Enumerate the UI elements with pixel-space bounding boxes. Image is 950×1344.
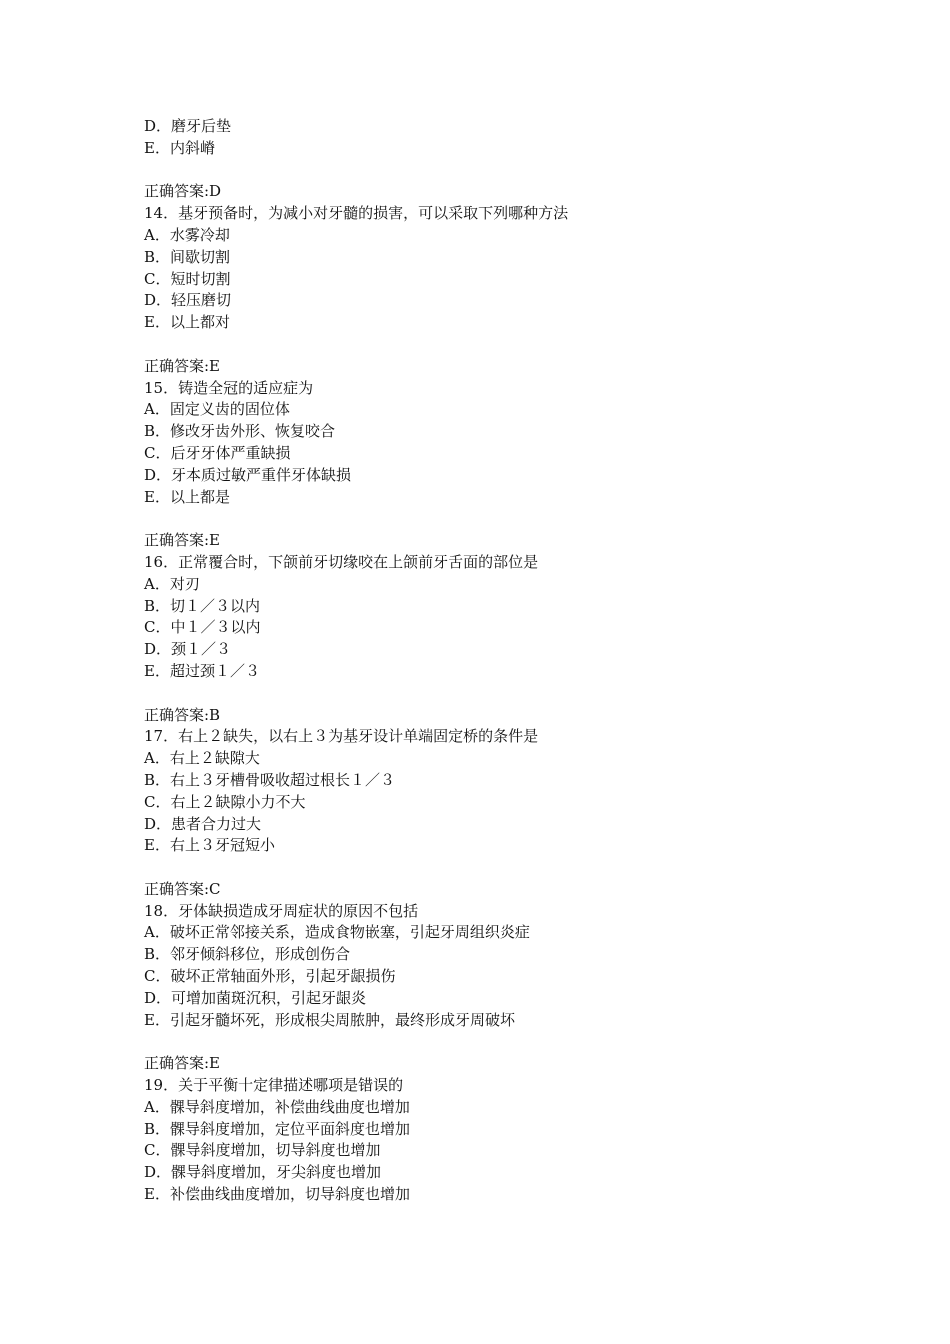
answer-line: 正确答案:E <box>144 356 221 375</box>
option-line: A．对刃 <box>144 574 200 593</box>
option-line: A．髁导斜度增加，补偿曲线曲度也增加 <box>144 1097 410 1116</box>
option-line: C．破坏正常轴面外形，引起牙龈损伤 <box>144 967 396 986</box>
option-line: B．修改牙齿外形、恢复咬合 <box>144 422 336 441</box>
option-line: B．髁导斜度增加，定位平面斜度也增加 <box>144 1119 411 1138</box>
answer-line: 正确答案:C <box>144 879 221 898</box>
option-line: C．中１／３以内 <box>144 618 261 637</box>
question-stem: 17．右上２缺失，以右上３为基牙设计单端固定桥的条件是 <box>144 727 539 746</box>
question-stem: 14．基牙预备时，为减小对牙髓的损害，可以采取下列哪种方法 <box>144 204 569 223</box>
option-line: A．固定义齿的固位体 <box>144 400 290 419</box>
question-stem: 16．正常覆合时，下颌前牙切缘咬在上颌前牙舌面的部位是 <box>144 552 539 571</box>
option-line: E．内斜嵴 <box>144 138 215 157</box>
option-line: C．髁导斜度增加，切导斜度也增加 <box>144 1141 381 1160</box>
spacer <box>144 160 864 182</box>
option-line: D．磨牙后垫 <box>144 117 232 135</box>
option-line: B．邻牙倾斜移位，形成创伤合 <box>144 945 351 964</box>
option-line: B．切１／３以内 <box>144 596 261 615</box>
option-line: B．间歇切割 <box>144 247 231 266</box>
answer-line: 正确答案:E <box>144 531 221 550</box>
answer-line: 正确答案:D <box>144 182 222 201</box>
option-line: E．以上都是 <box>144 487 230 506</box>
option-line: D．髁导斜度增加，牙尖斜度也增加 <box>144 1163 382 1182</box>
option-line: E．超过颈１／３ <box>144 661 260 680</box>
lead-option-list <box>144 116 864 160</box>
option-line: D．牙本质过敏严重伴牙体缺损 <box>144 465 352 484</box>
spacer <box>144 683 864 705</box>
question-block <box>144 705 864 858</box>
option-line: A．水雾冷却 <box>144 225 230 244</box>
question-stem: 19．关于平衡十定律描述哪项是错误的 <box>144 1076 404 1095</box>
option-line: C．短时切割 <box>144 269 231 288</box>
question-block <box>144 530 864 683</box>
option-line: E．补偿曲线曲度增加，切导斜度也增加 <box>144 1185 410 1204</box>
document-body <box>144 116 864 1206</box>
spacer <box>144 334 864 356</box>
option-line: E．引起牙髓坏死，形成根尖周脓肿，最终形成牙周破坏 <box>144 1010 515 1029</box>
answer-line: 正确答案:E <box>144 1054 221 1073</box>
question-block <box>144 1053 864 1206</box>
option-line: C．后牙牙体严重缺损 <box>144 443 291 462</box>
option-line: D．颈１／３ <box>144 640 232 659</box>
question-block <box>144 181 864 334</box>
spacer <box>144 857 864 879</box>
spacer <box>144 508 864 530</box>
question-block <box>144 356 864 509</box>
option-line: B．右上３牙槽骨吸收超过根长１／３ <box>144 770 396 789</box>
option-line: E．右上３牙冠短小 <box>144 836 275 855</box>
option-line: A．右上２缺隙大 <box>144 749 260 768</box>
option-line: C．右上２缺隙小力不大 <box>144 792 306 811</box>
question-stem: 15．铸造全冠的适应症为 <box>144 378 314 397</box>
option-line: E．以上都对 <box>144 313 230 332</box>
spacer <box>144 1031 864 1053</box>
option-line: D．轻压磨切 <box>144 291 232 310</box>
question-stem: 18．牙体缺损造成牙周症状的原因不包括 <box>144 901 419 920</box>
option-line: D．可增加菌斑沉积，引起牙龈炎 <box>144 988 367 1007</box>
option-line: A．破坏正常邻接关系，造成食物嵌塞，引起牙周组织炎症 <box>144 923 530 942</box>
answer-line: 正确答案:B <box>144 705 221 724</box>
option-line: D．患者合力过大 <box>144 814 262 833</box>
question-block <box>144 879 864 1032</box>
